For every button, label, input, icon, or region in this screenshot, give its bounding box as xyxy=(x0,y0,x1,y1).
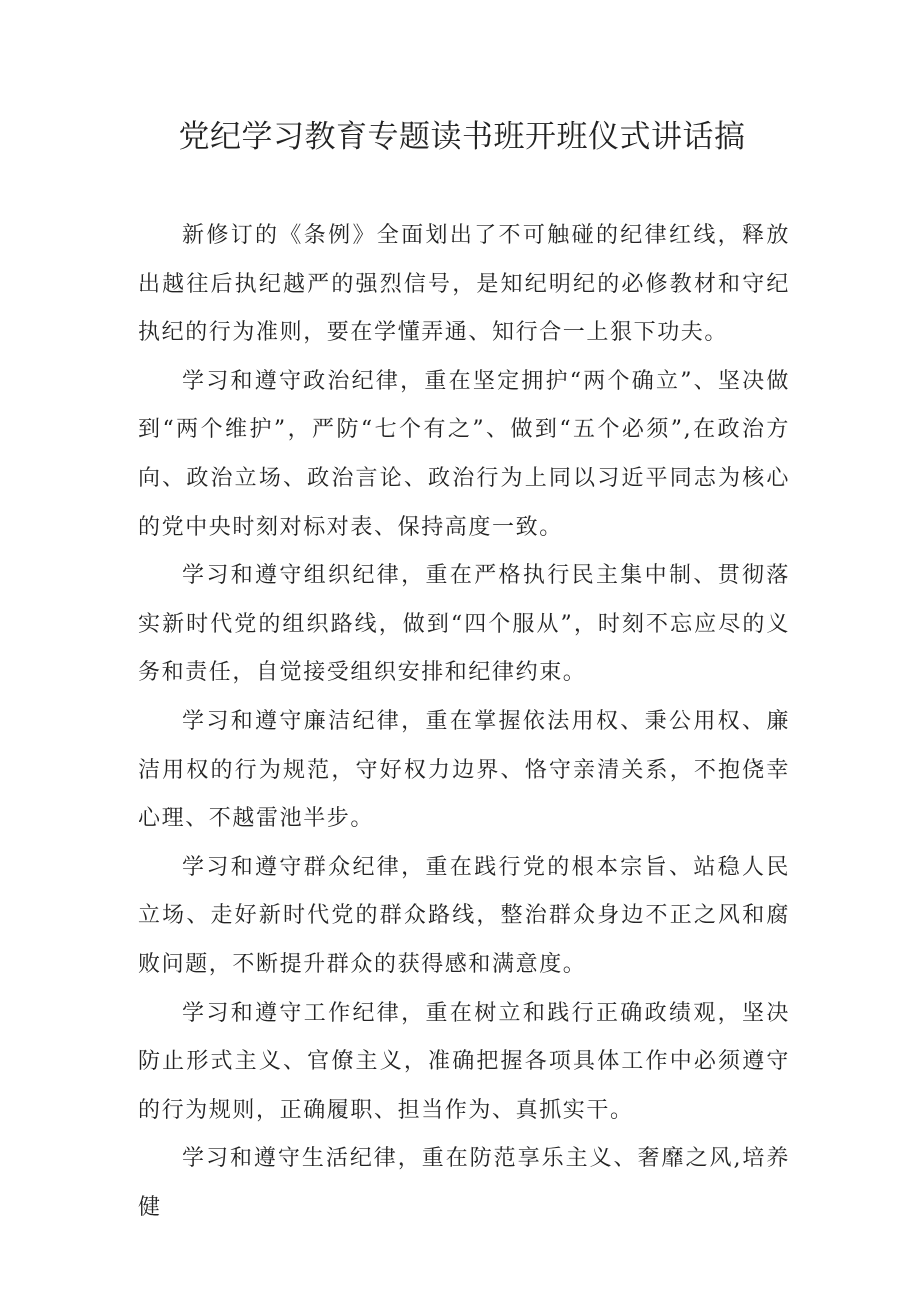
paragraph-6: 学习和遵守工作纪律，重在树立和践行正确政绩观，坚决防止形式主义、官僚主义，准确把握各项具体工作中必须遵守的行为规则，正确履职、担当作为、真抓实干。 xyxy=(138,1000,790,1123)
paragraph-4: 学习和遵守廉洁纪律，重在掌握依法用权、秉公用权、廉洁用权的行为规范，守好权力边界、恪守亲清关系，不抱侥幸心理、不越雷池半步。 xyxy=(138,708,790,832)
paragraph-2: 学习和遵守政治纪律，重在坚定拥护“两个确立”、坚决做到“两个维护”，严防“七个有之”、做到“五个必须”,在政治方向、政治立场、政治言论、政治行为上同以习近平同志为核心的党中央时刻对标对表、保持高度一致。 xyxy=(138,368,790,540)
document-title: 党纪学习教育专题读书班开班仪式讲话搞 xyxy=(178,119,746,155)
paragraph-3: 学习和遵守组织纪律，重在严格执行民主集中制、贯彻落实新时代党的组织路线，做到“四个服从”，时刻不忘应尽的义务和责任，自觉接受组织安排和纪律约束。 xyxy=(138,563,790,686)
paragraph-1: 新修订的《条例》全面划出了不可触碰的纪律红线，释放出越往后执纪越严的强烈信号，是知纪明纪的必修教材和守纪执纪的行为准则，要在学懂弄通、知行合一上狠下功夫。 xyxy=(138,223,790,346)
document-body xyxy=(138,212,790,1232)
paragraph-7: 学习和遵守生活纪律，重在防范享乐主义、奢靡之风,培养健 xyxy=(138,1146,790,1220)
paragraph-5: 学习和遵守群众纪律，重在践行党的根本宗旨、站稳人民立场、走好新时代党的群众路线，整治群众身边不正之风和腐败问题，不断提升群众的获得感和满意度。 xyxy=(138,854,790,977)
